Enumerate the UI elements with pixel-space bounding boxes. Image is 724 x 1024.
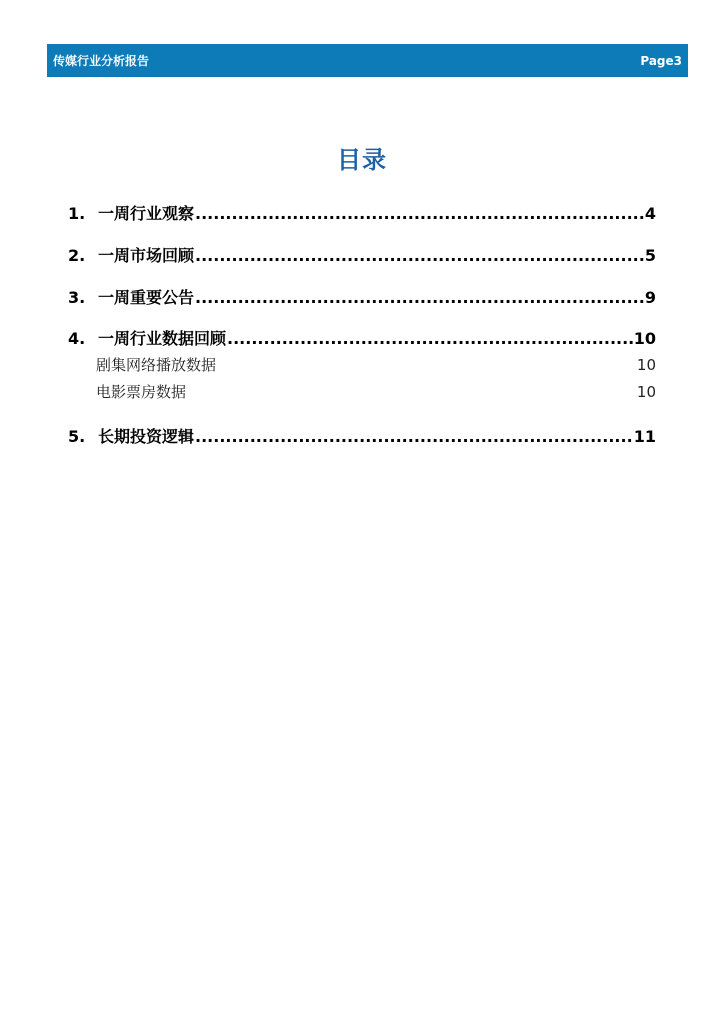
toc-entry-page: 5 (644, 246, 656, 265)
toc-entry-page: 11 (633, 427, 656, 446)
toc-leader-dots (195, 246, 644, 265)
toc-entry-3[interactable] (68, 285, 656, 308)
toc-entry-label: 一周市场回顾 (98, 246, 195, 265)
toc-entry-label: 一周行业观察 (98, 204, 195, 223)
toc-entry-number: 5. (68, 427, 86, 446)
toc-subentry-4-2[interactable] (68, 381, 656, 402)
report-title: 传媒行业分析报告 (53, 54, 150, 68)
toc-entry-label: 长期投资逻辑 (98, 427, 195, 446)
toc-entry-number: 2. (68, 246, 86, 265)
page-number: Page3 (640, 53, 682, 68)
toc-entry-number: 1. (68, 204, 86, 223)
toc-entry-page: 4 (644, 204, 656, 223)
toc-entry-page: 10 (633, 329, 656, 348)
toc-entry-1[interactable] (68, 201, 656, 224)
toc-leader-dots (195, 427, 633, 446)
toc-leader-dots (195, 288, 644, 307)
toc-entry-label: 一周行业数据回顾 (98, 329, 227, 348)
toc-subentry-4-1[interactable] (68, 354, 656, 375)
toc-entry-2[interactable] (68, 243, 656, 266)
toc-title: 目录 (337, 146, 387, 174)
report-header-bar (47, 44, 688, 77)
toc-entry-5[interactable] (68, 424, 656, 447)
toc-subentry-page: 10 (636, 356, 656, 374)
toc-entry-number: 3. (68, 288, 86, 307)
toc-leader-dots (227, 329, 633, 348)
toc-leader-dots (195, 204, 644, 223)
toc-entry-4[interactable] (68, 326, 656, 349)
toc-entry-number: 4. (68, 329, 86, 348)
toc-entry-page: 9 (644, 288, 656, 307)
toc-subentry-label: 电影票房数据 (96, 383, 187, 401)
toc-subentry-label: 剧集网络播放数据 (96, 356, 217, 374)
toc-entry-label: 一周重要公告 (98, 288, 195, 307)
toc-subentry-page: 10 (636, 383, 656, 401)
